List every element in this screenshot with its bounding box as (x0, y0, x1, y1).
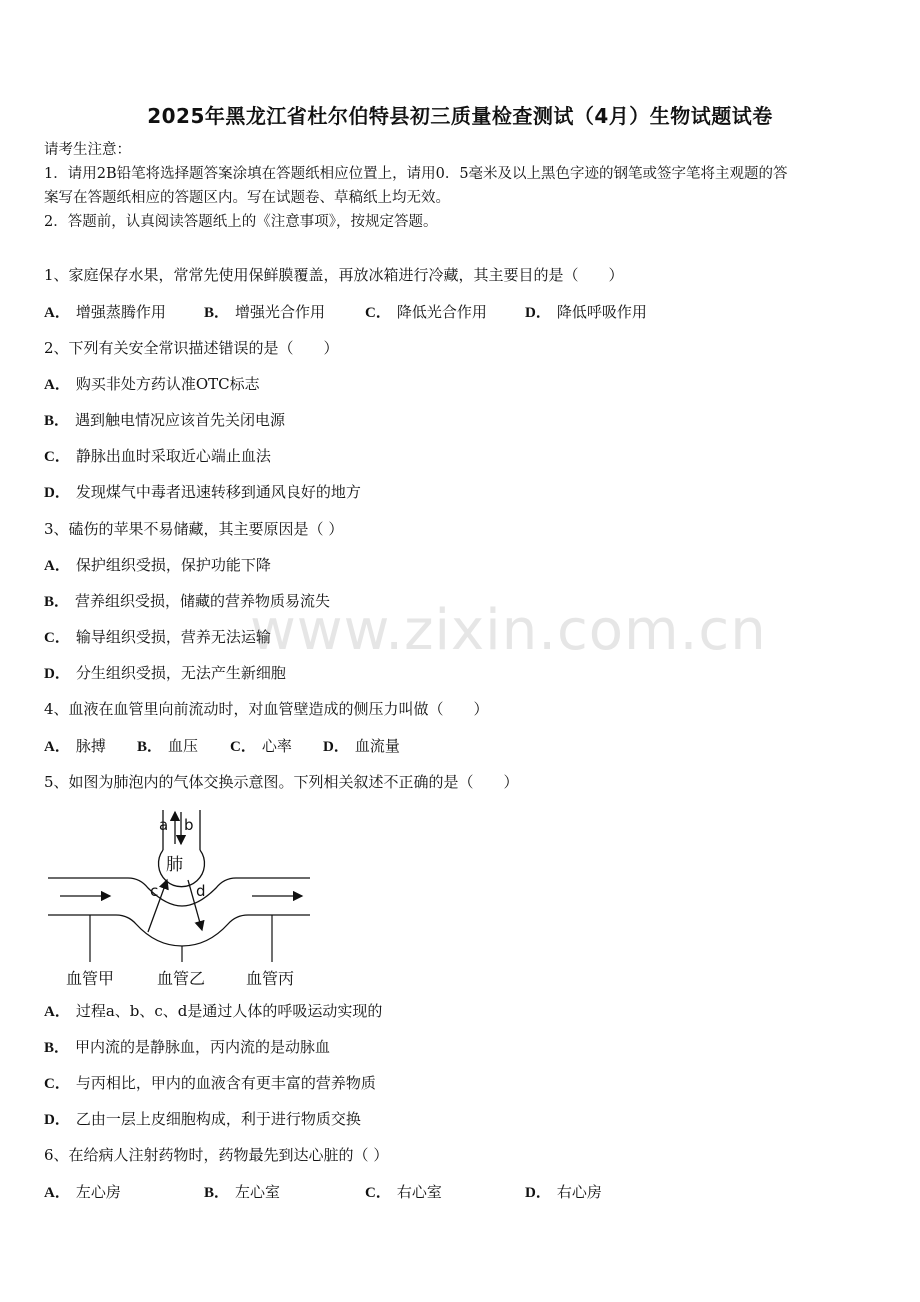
option-label: C． (44, 630, 70, 646)
question-5-option-a (44, 1000, 382, 1021)
question-2-stem: 2、下列有关安全常识描述错误的是（ ） (44, 339, 339, 357)
question-6-option-b (204, 1181, 280, 1202)
option-text: 血流量 (354, 737, 400, 755)
option-text: 乙由一层上皮细胞构成，利于进行物质交换 (75, 1110, 361, 1128)
option-label: B． (204, 1185, 230, 1201)
vessel-yi-label: 血管乙 (157, 969, 206, 988)
option-text: 保护组织受损，保护功能下降 (75, 556, 271, 574)
option-text: 左心室 (235, 1183, 281, 1201)
question-6-stem: 6、在给病人注射药物时，药物最先到达心脏的（ ） (44, 1146, 389, 1164)
option-text: 遇到触电情况应该首先关闭电源 (75, 411, 286, 429)
question-6-option-d (525, 1181, 602, 1202)
option-text: 右心室 (396, 1183, 442, 1201)
option-label: C． (365, 305, 391, 321)
option-text: 过程a、b、c、d是通过人体的呼吸运动实现的 (75, 1002, 383, 1020)
option-text: 心率 (261, 737, 292, 755)
option-label: A． (44, 305, 70, 321)
question-6-option-a (44, 1181, 121, 1202)
option-label: D． (323, 739, 349, 755)
option-text: 右心房 (556, 1183, 602, 1201)
option-text: 静脉出血时采取近心端止血法 (75, 447, 271, 465)
question-4-stem: 4、血液在血管里向前流动时，对血管壁造成的侧压力叫做（ ） (44, 700, 489, 718)
option-text: 营养组织受损，储藏的营养物质易流失 (75, 592, 331, 610)
question-1-option-d (525, 301, 647, 322)
option-label: B． (137, 739, 163, 755)
question-6-option-c (365, 1181, 442, 1202)
question-1-option-b (204, 301, 325, 322)
option-label: B． (44, 413, 70, 429)
option-label: D． (44, 666, 70, 682)
option-text: 与丙相比，甲内的血液含有更丰富的营养物质 (75, 1074, 376, 1092)
notice-line: 案写在答题纸相应的答题区内。写在试题卷、草稿纸上均无效。 (44, 190, 450, 206)
question-2-option-b (44, 409, 285, 430)
vessel-jia-label: 血管甲 (66, 969, 115, 988)
question-2-option-c (44, 445, 271, 466)
option-label: D． (525, 1185, 551, 1201)
option-label: C． (230, 739, 256, 755)
question-3-option-a (44, 554, 271, 575)
option-label: D． (44, 1112, 70, 1128)
question-1-option-c (365, 301, 487, 322)
option-label: C． (365, 1185, 391, 1201)
option-label: B． (44, 1040, 70, 1056)
option-text: 脉搏 (75, 737, 106, 755)
question-5-stem: 5、如图为肺泡内的气体交换示意图。下列相关叙述不正确的是（ ） (44, 773, 519, 791)
capillary-bottom-wall (48, 915, 310, 946)
option-label: A． (44, 1185, 70, 1201)
option-label: A． (44, 739, 70, 755)
option-label: B． (204, 305, 230, 321)
question-3-stem: 3、磕伤的苹果不易储藏，其主要原因是（ ） (44, 520, 344, 538)
option-text: 购买非处方药认准OTC标志 (75, 375, 260, 393)
question-3-option-c (44, 626, 271, 647)
question-4-option-c (230, 735, 292, 756)
option-text: 降低光合作用 (396, 303, 487, 321)
notice-line: 1．请用2B铅笔将选择题答案涂填在答题纸相应位置上，请用0．5毫米及以上黑色字迹的钢笔或签字笔将主观题的答 (44, 166, 788, 182)
alveolus-label: 肺 (166, 855, 183, 875)
notice-line: 2．答题前，认真阅读答题纸上的《注意事项》，按规定答题。 (44, 214, 438, 230)
option-text: 降低呼吸作用 (556, 303, 647, 321)
option-label: A． (44, 1004, 70, 1020)
option-label: A． (44, 558, 70, 574)
question-2-option-a (44, 373, 260, 394)
option-text: 增强蒸腾作用 (75, 303, 166, 321)
question-1-option-a (44, 301, 166, 322)
capillary-top-wall (48, 878, 310, 906)
arrow-c-label: c (150, 882, 159, 900)
vessel-bing-label: 血管丙 (246, 969, 295, 988)
notice-heading: 请考生注意： (44, 142, 131, 158)
arrow-b-label: b (184, 816, 194, 834)
question-5-option-d (44, 1108, 361, 1129)
question-3-option-b (44, 590, 330, 611)
option-label: C． (44, 449, 70, 465)
question-5-option-c (44, 1072, 376, 1093)
option-label: D． (44, 485, 70, 501)
option-label: C． (44, 1076, 70, 1092)
exam-title: 2025年黑龙江省杜尔伯特县初三质量检查测试（4月）生物试题试卷 (147, 104, 773, 128)
option-text: 甲内流的是静脉血，丙内流的是动脉血 (75, 1038, 331, 1056)
option-text: 左心房 (75, 1183, 121, 1201)
option-label: B． (44, 594, 70, 610)
question-3-option-d (44, 662, 286, 683)
question-5-option-b (44, 1036, 330, 1057)
option-text: 输导组织受损，营养无法运输 (75, 628, 271, 646)
option-text: 增强光合作用 (235, 303, 326, 321)
watermark: www.zixin.com.cn (250, 598, 767, 663)
option-text: 分生组织受损，无法产生新细胞 (75, 664, 286, 682)
option-label: A． (44, 377, 70, 393)
option-label: D． (525, 305, 551, 321)
question-4-option-a (44, 735, 106, 756)
arrow-d-label: d (196, 882, 206, 900)
option-text: 血压 (168, 737, 199, 755)
question-2-option-d (44, 481, 361, 502)
question-1-stem: 1、家庭保存水果，常常先使用保鲜膜覆盖，再放冰箱进行冷藏，其主要目的是（ ） (44, 266, 624, 284)
question-4-option-d (323, 735, 400, 756)
question-4-option-b (137, 735, 198, 756)
arrow-a-label: a (159, 816, 169, 834)
notice-block (44, 138, 880, 234)
option-text: 发现煤气中毒者迅速转移到通风良好的地方 (75, 483, 361, 501)
alveolus-gas-exchange-diagram (40, 800, 330, 1000)
